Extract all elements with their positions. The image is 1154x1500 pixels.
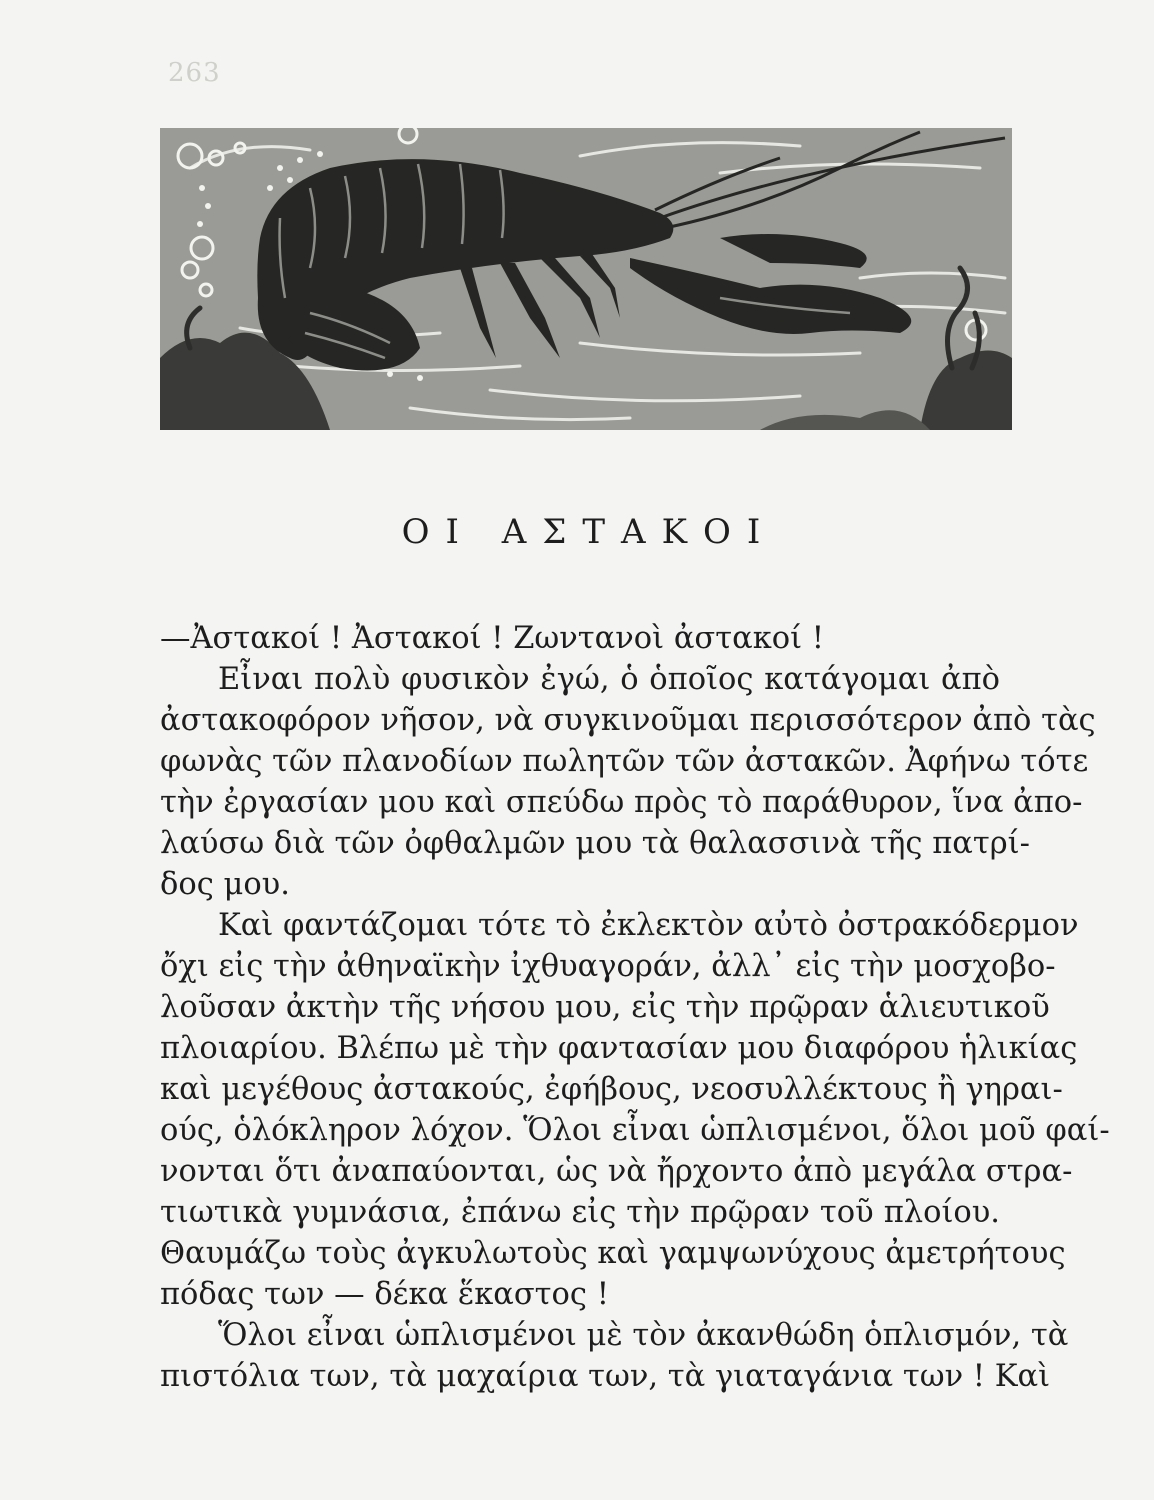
text-line: ὄχι εἰς τὴν ἀθηναϊκὴν ἰχθυαγοράν, ἀλλ᾽ εἰς τὴν μοσχοβο- bbox=[160, 949, 1056, 984]
text-line: καὶ μεγέθους ἀστακούς, ἐφήβους, νεοσυλλέκτους ἢ γηραι- bbox=[160, 1072, 1063, 1107]
text-line: Ὅλοι εἶναι ὡπλισμένοι μὲ τὸν ἀκανθώδη ὁπλισμόν, τὰ bbox=[218, 1318, 1069, 1353]
text-line: δος μου. bbox=[160, 867, 290, 902]
page-number: 263 bbox=[168, 58, 221, 88]
text-line: πόδας των — δέκα ἕκαστος ! bbox=[160, 1277, 609, 1312]
text-line: Καὶ φαντάζομαι τότε τὸ ἐκλεκτὸν αὐτὸ ὀστρακόδερμον bbox=[218, 908, 1079, 943]
text-line: ούς, ὁλόκληρον λόχον. Ὅλοι εἶναι ὡπλισμένοι, ὅλοι μοῦ φαί- bbox=[160, 1113, 1110, 1148]
chapter-title: ΟΙ ΑΣΤΑΚΟΙ bbox=[401, 512, 777, 552]
text-line: πιστόλια των, τὰ μαχαίρια των, τὰ γιαταγάνια των ! Καὶ bbox=[160, 1359, 1051, 1394]
body-text bbox=[160, 618, 1110, 1397]
text-line: νονται ὅτι ἀναπαύονται, ὡς νὰ ἤρχοντο ἀπὸ μεγάλα στρα- bbox=[160, 1154, 1073, 1189]
lobster-illustration bbox=[160, 128, 1012, 430]
lobster-woodcut-icon bbox=[160, 128, 1012, 430]
text-line: τὴν ἐργασίαν μου καὶ σπεύδω πρὸς τὸ παράθυρον, ἵνα ἀπο- bbox=[160, 785, 1083, 820]
text-line: φωνὰς τῶν πλανοδίων πωλητῶν τῶν ἀστακῶν. Ἀφήνω τότε bbox=[160, 744, 1089, 779]
text-line: πλοιαρίου. Βλέπω μὲ τὴν φαντασίαν μου διαφόρου ἡλικίας bbox=[160, 1031, 1078, 1066]
text-line: λαύσω διὰ τῶν ὀφθαλμῶν μου τὰ θαλασσινὰ τῆς πατρί- bbox=[160, 826, 1030, 861]
text-line: Θαυμάζω τοὺς ἀγκυλωτοὺς καὶ γαμψωνύχους ἀμετρήτους bbox=[160, 1236, 1066, 1271]
text-line: —Ἀστακοί ! Ἀστακοί ! Ζωντανοὶ ἀστακοί ! bbox=[160, 621, 825, 656]
text-line: ἀστακοφόρον νῆσον, νὰ συγκινοῦμαι περισσότερον ἀπὸ τὰς bbox=[160, 703, 1096, 738]
text-line: λοῦσαν ἀκτὴν τῆς νήσου μου, εἰς τὴν πρῷραν ἁλιευτικοῦ bbox=[160, 990, 1050, 1025]
text-line: Εἶναι πολὺ φυσικὸν ἐγώ, ὁ ὁποῖος κατάγομαι ἀπὸ bbox=[218, 662, 1000, 697]
text-line: τιωτικὰ γυμνάσια, ἐπάνω εἰς τὴν πρῷραν τοῦ πλοίου. bbox=[160, 1195, 1000, 1230]
